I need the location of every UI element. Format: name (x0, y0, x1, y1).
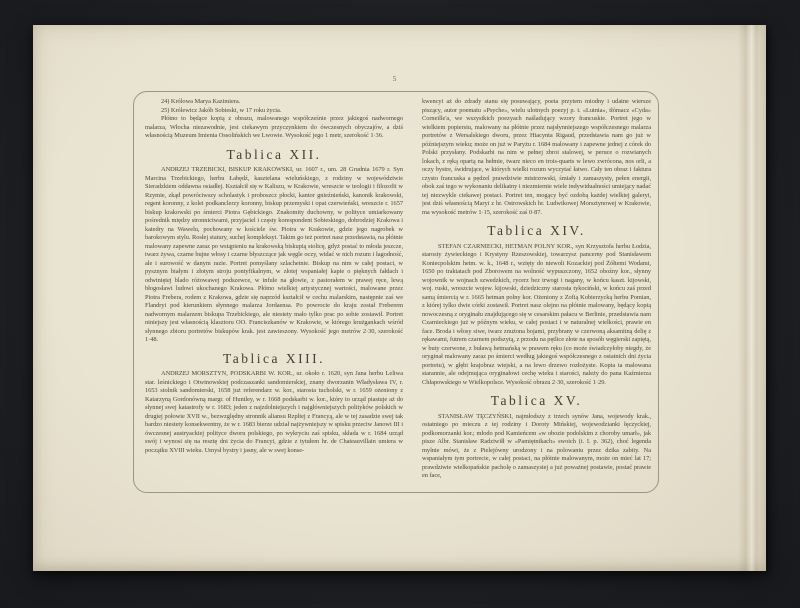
section-heading-tablica-xii: Tablica XII. (226, 146, 322, 162)
section-heading-tablica-xiii: Tablica XIII. (222, 350, 326, 366)
list-item: 25) Królewicz Jakób Sobieski, w 17 roku życia. (161, 106, 282, 114)
paragraph: STANISŁAW TĘCZYŃSKI, najmłodszy z trzech synów Jana, wojewody krak., ostatniego po mieczu z tej rodziny i Doroty Mińskiej, wojewodzianki łęczyckiej, podkomorzanki kor.; młodo pod Kamieńcem «w obozie podolskim z choroby umarł», jak pisze Albr. Stanisław Radziwiłł w «Pamiętnikach» swoich (t. I. p. 362), choć legenda mylnie mówi, że z Pielejówny urodzony i na polowaniu przez dzika zabity. Na wspaniałym tym portrecie, w całej postaci, na płótnie malowanym, może on mieć lat 17; prawdziwie wielkopańskie pacholę o zamaszystej a już poważnej postawie, postać prawie en face, (422, 412, 651, 479)
list-item: 24) Królowa Marya Kazimiera. (161, 98, 241, 105)
paragraph: ANDRZEJ MORSZTYN, PODSKARBI W. KOR., ur. około r. 1620, syn Jana herbu Leliwa star. leśnickiego i Otwinowskiej podczaszanki sandomierskiej, znany dworzanin Władysława IV, r. 1653 stolnik sandomierski, 1658 już referendarz w. kor., starosta tucholski, w r. 1659 ożeniony z Katarzyną Gordonówną margr. of Huntley, w r. 1668 podskarbi w. kor., który to urząd piastuje aż do słynnej swej katastrofy w r. 1683; jeden z najzdolniejszych i najgłówniejszych polityków polskich w drugiej połowie XVII w., bezwzględny stronnik aliansu Rzpltej z Francyą, ale w tej zasadzie swej tak bardzo niestety konsekwentny, że w r. 1683 bierze udział najżywniejszy w spisku przeciw Janowi III i ówczesnej austryackiej polityce dworu polskiego, po wykryciu zaś spisku, składa w r. 1684 urząd swój i wynosi się na resztę dni życia do Francyi, gdzie z tytułem hr. de Chateauvillain umiera w początku XVIII wieku. Umysł bystry i jasny, ale w swej konse- (145, 370, 403, 454)
paragraph: STEFAN CZARNIECKI, HETMAN POLNY KOR., syn Krzysztofa herbu Łodzia, starosty żywieckiego i Krystyny Rzeszowskiej, towarzysz pancerny pod Stanisławem Koniecpolskim hetm. w. k., 1648 r., wzięty do niewoli Kozackiej pod Żółtemi Wodami, 1650 po traktatach pod Zborowem na wolność wypuszczony, 1652 oboźny kor., słynny wojownik w wojnach szwedzkich, rycerz bez trwogi i nagany, w końcu kaszt. kijowski, woj. ruski, wreszcie wojew. kijowski, dziedziczny starosta tykociński, w końcu zaś przed samą śmiercią w r. 1665 hetman polny kor. Ożeniony z Zofią Kobierzycką herbu Pomian, z której tylko dwie córki zostawił. Portret nasz olejno na płótnie malowany, będący kopią nowoczesną z oryginału znajdującego się w cesarskim pałacu w Berlinie, przedstawia nam Czarnieckiego już w późnym wieku, w całej postaci i w naturalnej wielkości, prawie en face. Broda i włosy siwe, twarz znużona bojami, przybrany w czerwoną aksamitną delię z rękawami, futrem czarnem podszytą, z przodu na pętlice złote na sposób węgierski zapiętą, w buty czerwone, z buławą hetmańską w prawem ręku (co może świadczyłoby niegdy, że oryginał malowany zaraz po śmierci według jakiegoś współczesnego z ostatnich dni życia portretu), w głębi krajobraz wiejski, a na lewo drzewo rozłożyste. Kopia ta malowana starannie, ale odejmująca oryginałowi cechę wieku i starości, należy do pana Kaźmierza Chłapowskiego w Wielkopolsce. Wysokość obrazu 2·30, szerokość 1·29. (422, 242, 651, 386)
paragraph: ANDRZEJ TRZEBICKI, BISKUP KRAKOWSKI, ur. 1607 r., um. 28 Grudnia 1679 r. Syn Marcina Trzebickiego, herbu Łabędź, kasztelana wieluńskiego, z rodziny w województwie Sieradzkiem oddawna osiadłej. Kształcił się w Kaliszu, w Krakowie, wreszcie w teologii i filozofii w Rzymie, zkąd powróciwszy scholastyk i proboszcz płocki, kantor gnieźnieński, kanonik krakowski, regent koronny, z kolei podkanclerzy koronny, biskup przemyski i opat czerwieński, wreszcie r. 1657 biskup krakowski po śmierci Piotra Gębickiego. Znakomity duchowny, w polityce umiarkowany pośrednik między stronnictwami, przyjaciel i częsty korespondent Sobieskiego, dobrodziej Krakowa i katedry na Wawelu, pochowany w kościele św. Piotra w Krakowie, gdzie jego nagrobek w barokowym stylu. Rosłej statury, suchej kompleksyi. Takim go też portret nasz przedstawia, na płótnie malowany zapewne zaraz po wstąpieniu na krakowską biskupią stolicę, gdyż postać to młoda jeszcze, twarz żywa, czarne bujne włosy i czarne błyszczące jak węgle oczy, widać w nich rozum i łagodność, ale i surowość w danym razie. Portret pomyślany szlachetnie. Biskup na nim w całej postaci, w pysznym białym i złotym stroju pontyfikalnym, w złotej wspaniałej kapie o pięknych fałdach i odwiniętej blado różowawej podszewce, w infule na głowie, z pastorałem w prawej ręce, lewą błogosławi ludowi ukochanego Krakowa. Płótno wielkiej artystycznej wartości, malowane przez Piotra Frebera, rodem z Krakowa, gdzie się naprzód kształcił w cechu malarskim, następnie zaś we Flandryi pod kierunkiem słynnego malarza Jordaensa. Po powrocie do kraju został Freberem nadwornym malarzem biskupa Trzebickiego, ale niestety mało tylko prac po sobie zostawił. Portret niniejszy jest własnością klasztoru OO. Franciszkanów w Krakowie, w którego krużgankach wśród słynnego zbioru portretów biskupów krak. jest zawieszony. Wysokość jego metrów 2·30, szerokość 1·48. (145, 166, 403, 343)
page-number: 5 (392, 74, 398, 83)
page-fold-crease (738, 25, 760, 571)
section-heading-tablica-xiv: Tablica XIV. (487, 223, 586, 238)
paragraph-continuation: kwencyi aż do zdrady stanu się posuwający, poeta przytem miodny i udatne wiersze piszący, autor poematu «Psyche», wielu ulotnych poezyj p. t. «Lutnia», tłómacz «Cyda» Corneille'a, we wszystkich poezyach naśladujący wzory francuskie. Portret jego w wielkiem popiersiu, malowany na płótnie przez najsłynniejszego współczesnego malarza portretów z Wersalskiego dworu, przez Hiacynta Rigaud, przedstawia nam go już w późniejszym wieku; może on już w Paryżu r. 1684 malowany i zapewne jednej z córek do Polski przysłany. Podskarbi na nim w pełnej zbroi stalowej, w peruce o rozwianych lokach, z ręką opartą na hełmie, twarz nieco en trois-quarts w lewo zwrócona, nos orli, a oczy bystre, świdrujące, w których wielki rozum wyczytać łatwo. Cały ten obraz i faktura czysto francuska a pędzel prawdziwie mistrzowski, śmiały i zamaszysty, pełen energii, obok zaś tego w wykonaniu delikatny i niezmiernie wiele indywidualności umiejący nadać tej niezwykle ciekawej postaci. Portret ten, mogący być ozdobą każdej wielkiej galeryi, jest dziś własnością Maryi z hr. Ostrowskich hr. Ludwikowej Morsztynowej w Krakowie, ma wysokość metrów 1·15, szerokość zaś 0·87. (422, 98, 651, 216)
book-page (33, 25, 766, 571)
section-heading-tablica-xv: Tablica XV. (490, 393, 583, 408)
paragraph: Płótno to będące kopią z obrazu, malowanego współcześnie przez jakiegoś nadwornego malarza, Włocha niezawodnie, jest ciekawym przyczynkiem do ówczesnych obyczajów, a dziś własnością Muzeum Imienia Ossolińskich we Lwowie. Wysokość jego 1 metr, szerokość 1·36. (145, 115, 403, 139)
text-column-left (145, 98, 403, 490)
text-column-right (422, 98, 651, 490)
